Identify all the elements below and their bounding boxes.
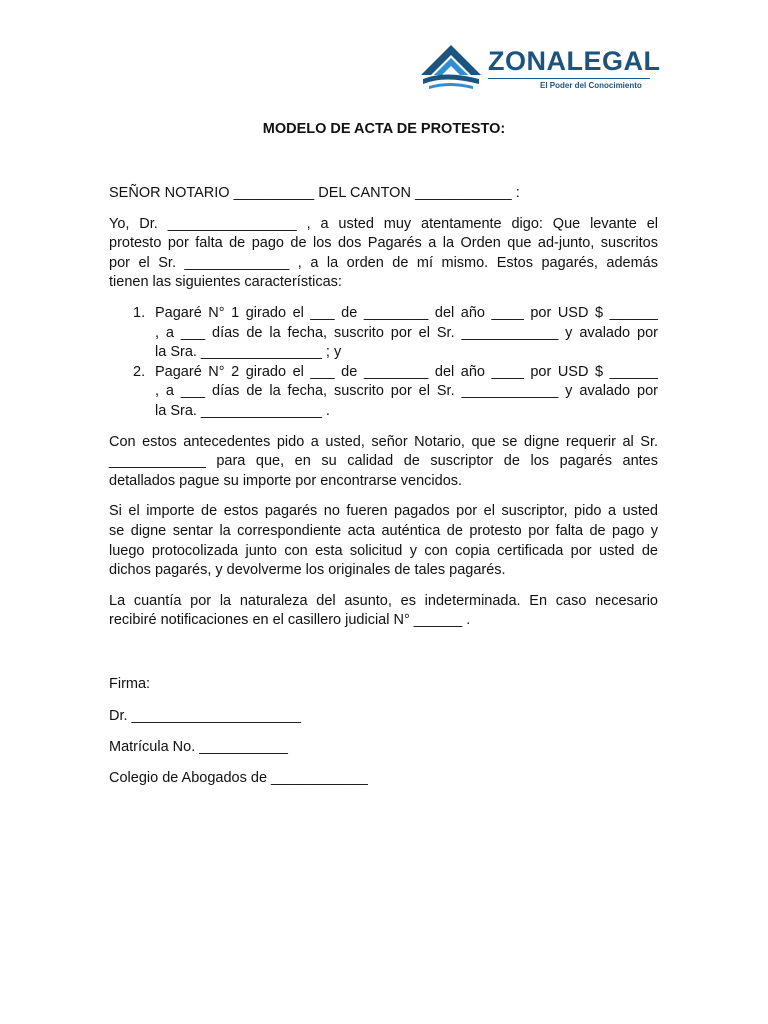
document-body [109,184,658,642]
list-item-number: 1. [133,304,146,321]
text-line: , a ___ días de la fecha, suscrito por el Sr. ____________ y avalado por [155,324,658,341]
text-line: luego protocolizada junto con esta solicitud y con copia certificada por usted de [109,542,658,559]
text-line: Con estos antecedentes pido a usted, señor Notario, que se digne requerir al Sr. [109,433,658,450]
logo-tagline: El Poder del Conocimiento [540,81,642,90]
text-line: Yo, Dr. ________________ , a usted muy atentamente digo: Que levante el [109,215,658,232]
zonalegal-logo [421,42,661,104]
text-line: dichos pagarés, y devolverme los originales de tales pagarés. [109,562,506,579]
text-line: , a ___ días de la fecha, suscrito por el Sr. ____________ y avalado por [155,383,658,400]
text-line: La cuantía por la naturaleza del asunto, es indeterminada. En caso necesario [109,592,658,609]
intro-paragraph [109,215,658,293]
signature-label: Firma: [109,676,151,692]
promissory-notes-list [109,304,658,422]
text-line: Pagaré N° 1 girado el ___ de ________ del año ____ por USD $ ______ [155,304,658,321]
text-line: ____________ para que, en su calidad de suscriptor de los pagarés antes [109,453,658,470]
zonalegal-emblem-icon [421,44,483,90]
text-line: Pagaré N° 2 girado el ___ de ________ del año ____ por USD $ ______ [155,363,658,380]
doctor-name-line: Dr. _____________________ [109,708,301,724]
request-paragraph [109,433,658,492]
salutation: SEÑOR NOTARIO __________ DEL CANTON ____________ : [109,185,520,201]
list-item-number: 2. [133,363,146,380]
amount-paragraph [109,592,658,631]
text-line: protesto por falta de pago de los dos Pagarés a la Orden que ad-junto, suscritos [109,235,658,252]
logo-divider [488,78,650,79]
bar-association-line: Colegio de Abogados de ____________ [109,770,368,786]
text-line: la Sra. _______________ . [155,402,330,419]
text-line: por el Sr. _____________ , a la orden de mí mismo. Estos pagarés, además [109,254,658,271]
document-title: MODELO DE ACTA DE PROTESTO: [262,121,506,137]
text-line: recibiré notificaciones en el casillero judicial N° ______ . [109,612,471,629]
text-line: se digne sentar la correspondiente acta auténtica de protesto por falta de pago y [109,522,658,539]
registration-number-line: Matrícula No. ___________ [109,739,288,755]
text-line: Si el importe de estos pagarés no fueren pagados por el suscriptor, pido a usted [109,503,658,520]
text-line: tienen las siguientes características: [109,274,342,291]
protest-paragraph [109,502,658,580]
list-item [109,304,658,363]
text-line: detallados pague su importe por encontrarse vencidos. [109,472,463,489]
text-line: la Sra. _______________ ; y [155,344,342,361]
list-item [109,363,658,422]
logo-brand-name: ZONALEGAL [488,46,661,76]
